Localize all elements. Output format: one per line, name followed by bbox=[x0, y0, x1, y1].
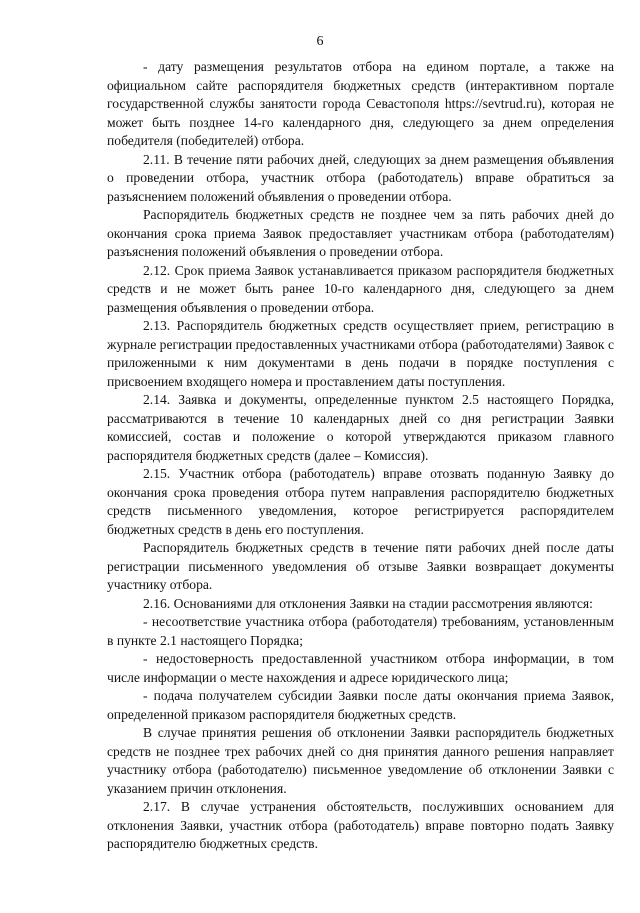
paragraph-2-12: 2.12. Срок приема Заявок устанавливается приказом распорядителя бюджетных средств и не может быть ранее 10-го календарного дня, следующего за днем размещения объявления о проведении отбора. bbox=[107, 262, 614, 315]
paragraph-rejection-notice: В случае принятия решения об отклонении Заявки распорядитель бюджетных средств не позднее трех рабочих дней со дня принятия данного решения направляет участнику отбора (работодателю) письменное уведомление об отклонении Заявки с указанием причин отклонения. bbox=[107, 725, 614, 796]
paragraph-2-15: 2.15. Участник отбора (работодатель) вправе отозвать поданную Заявку до окончания срока проведения отбора путем направления распорядителю бюджетных средств письменного уведомления, которое регистрируется распорядителем бюджетных средств в день его поступления. bbox=[107, 466, 614, 537]
paragraph-2-13: 2.13. Распорядитель бюджетных средств осуществляет прием, регистрацию в журнале регистрации предоставленных участниками отбора (работодателями) Заявок с приложенными к ним документами в день подачи в порядке поступления с присвоением входящего номера и проставлением даты поступления. bbox=[107, 318, 614, 389]
paragraph-2-16: 2.16. Основаниями для отклонения Заявки на стадии рассмотрения являются: bbox=[143, 595, 593, 611]
list-item-noncompliance: - несоответствие участника отбора (работодателя) требованиям, установленным в пункте 2.1 настоящего Порядка; bbox=[107, 614, 614, 648]
paragraph-withdrawal-return: Распорядитель бюджетных средств в течение пяти рабочих дней после даты регистрации письменного уведомления об отзыве Заявки возвращает документы участнику отбора. bbox=[107, 540, 614, 592]
document-body bbox=[107, 58, 614, 854]
paragraph-2-17: 2.17. В случае устранения обстоятельств, послуживших основанием для отклонения Заявки, участник отбора (работодатель) вправе повторно подать Заявку распорядителю бюджетных средств. bbox=[107, 799, 614, 851]
paragraph-result-publication-date: - дату размещения результатов отбора на едином портале, а также на официальном сайте распорядителя бюджетных средств (интерактивном портале государственной службы занятости города Севастополя https://sevtrud.ru), которая не может быть позднее 14-го календарного дня, следующего за днем определения победителя (победителей) отбора. bbox=[107, 59, 614, 148]
paragraph-clarifications: Распорядитель бюджетных средств не позднее чем за пять рабочих дней до окончания срока приема Заявок предоставляет участникам отбора (работодателям) разъяснения положений объявления о проведении отбора. bbox=[107, 207, 614, 259]
paragraph-2-11: 2.11. В течение пяти рабочих дней, следующих за днем размещения объявления о проведении отбора, участник отбора (работодатель) вправе обратиться за разъяснением положений объявления о проведении отбора. bbox=[107, 151, 614, 204]
list-item-late-submission: - подача получателем субсидии Заявки после даты окончания приема Заявок, определенной приказом распорядителя бюджетных средств. bbox=[107, 688, 614, 722]
page-number: 6 bbox=[316, 34, 324, 49]
paragraph-2-14: 2.14. Заявка и документы, определенные пунктом 2.5 настоящего Порядка, рассматриваются в течение 10 календарных дней со дня регистрации Заявки комиссией, состав и положение о которой утверждаются приказом главного распорядителя бюджетных средств (далее – Комиссия). bbox=[107, 392, 614, 463]
list-item-inaccurate-information: - недостоверность предоставленной участником отбора информации, в том числе информации о месте нахождения и адресе юридического лица; bbox=[107, 651, 614, 685]
